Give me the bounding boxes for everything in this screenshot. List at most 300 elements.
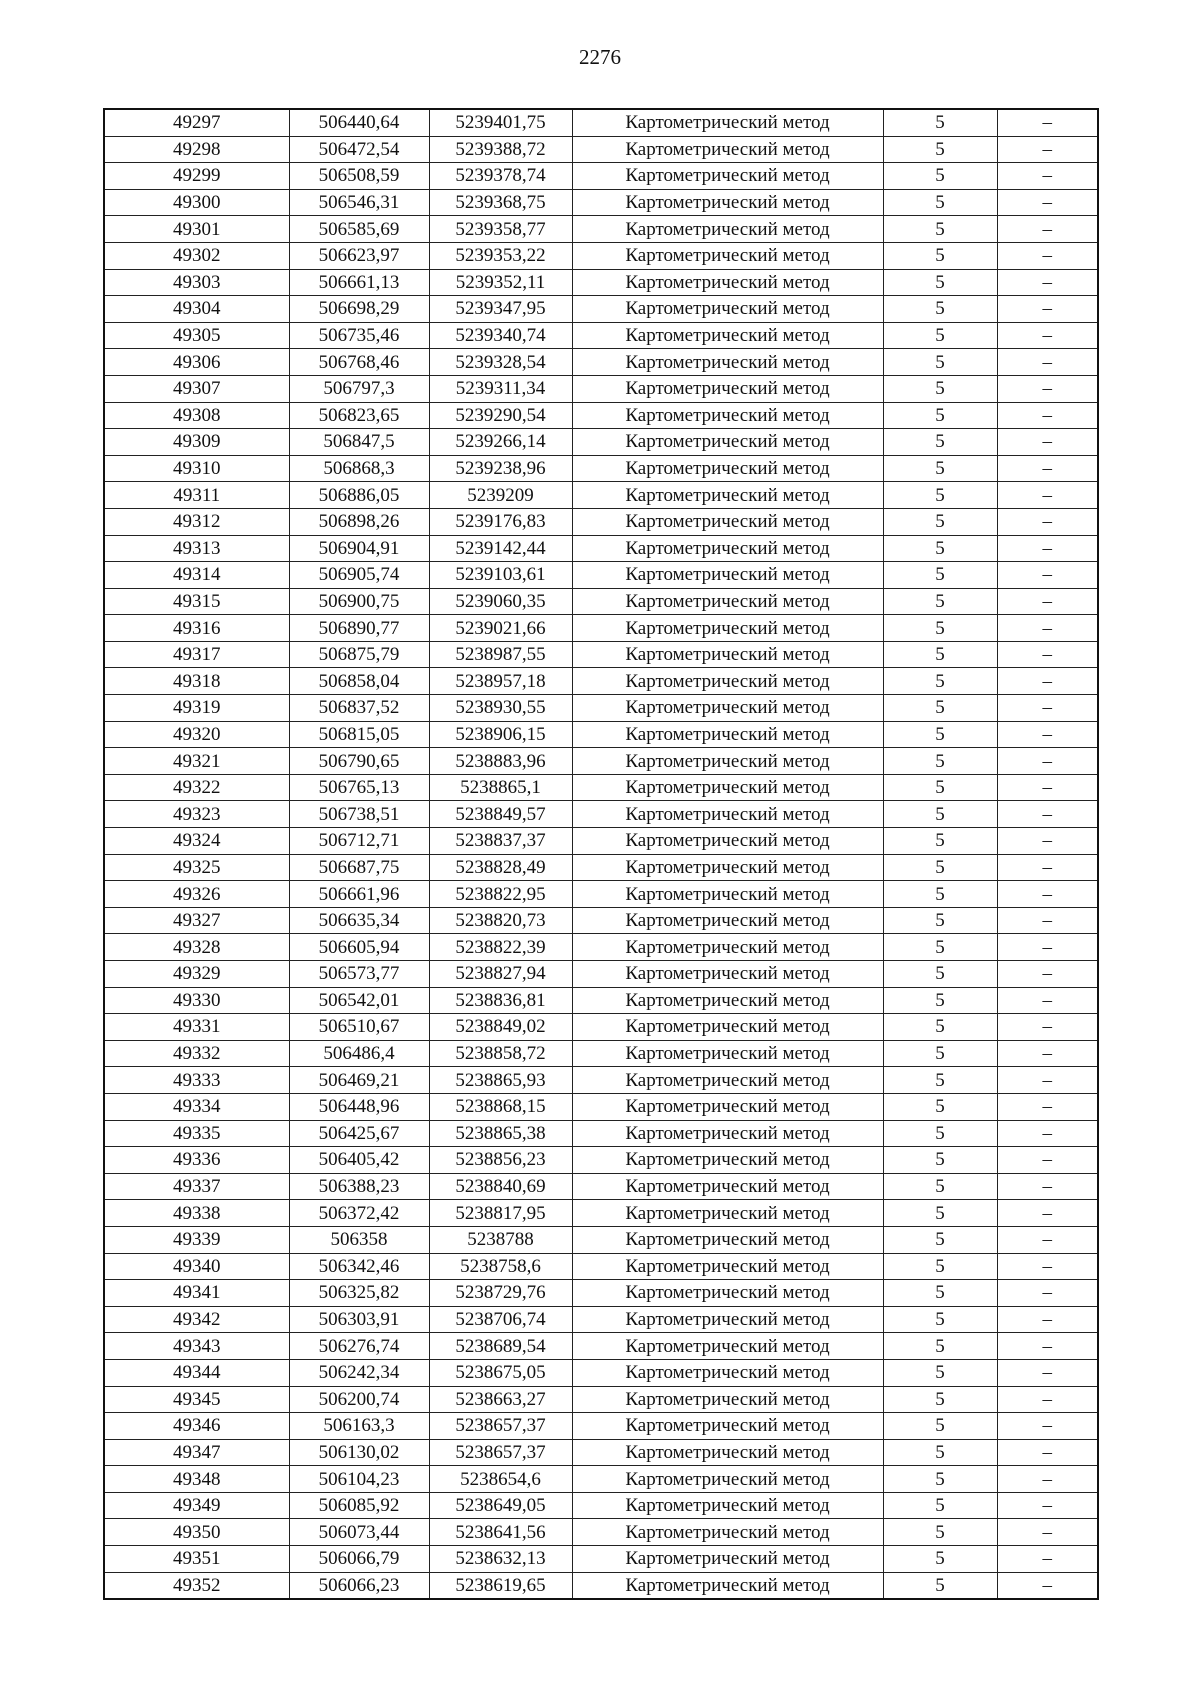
y-coordinate-cell: 5239368,75: [429, 189, 572, 216]
note-cell: –: [997, 1280, 1098, 1307]
y-coordinate-cell: 5238649,05: [429, 1492, 572, 1519]
y-coordinate-cell: 5238868,15: [429, 1093, 572, 1120]
note-cell: –: [997, 482, 1098, 509]
point-number-cell: 49323: [104, 801, 289, 828]
point-number-cell: 49318: [104, 668, 289, 695]
y-coordinate-cell: 5239353,22: [429, 242, 572, 269]
point-number-cell: 49297: [104, 109, 289, 136]
table-row: [104, 1147, 1098, 1174]
accuracy-cell: 5: [883, 269, 997, 296]
accuracy-cell: 5: [883, 1519, 997, 1546]
accuracy-cell: 5: [883, 1067, 997, 1094]
x-coordinate-cell: 506066,79: [289, 1546, 429, 1573]
x-coordinate-cell: 506605,94: [289, 934, 429, 961]
note-cell: –: [997, 1413, 1098, 1440]
accuracy-cell: 5: [883, 189, 997, 216]
method-cell: Картометрический метод: [572, 668, 883, 695]
point-number-cell: 49341: [104, 1280, 289, 1307]
table-row: [104, 402, 1098, 429]
y-coordinate-cell: 5239060,35: [429, 588, 572, 615]
accuracy-cell: 5: [883, 1040, 997, 1067]
x-coordinate-cell: 506163,3: [289, 1413, 429, 1440]
point-number-cell: 49311: [104, 482, 289, 509]
table-row: [104, 1067, 1098, 1094]
x-coordinate-cell: 506342,46: [289, 1253, 429, 1280]
accuracy-cell: 5: [883, 1413, 997, 1440]
note-cell: –: [997, 562, 1098, 589]
method-cell: Картометрический метод: [572, 1200, 883, 1227]
table-row: [104, 269, 1098, 296]
accuracy-cell: 5: [883, 508, 997, 535]
y-coordinate-cell: 5238836,81: [429, 987, 572, 1014]
y-coordinate-cell: 5238657,37: [429, 1413, 572, 1440]
y-coordinate-cell: 5239238,96: [429, 455, 572, 482]
accuracy-cell: 5: [883, 934, 997, 961]
x-coordinate-cell: 506790,65: [289, 748, 429, 775]
y-coordinate-cell: 5239378,74: [429, 163, 572, 190]
method-cell: Картометрический метод: [572, 1492, 883, 1519]
x-coordinate-cell: 506085,92: [289, 1492, 429, 1519]
x-coordinate-cell: 506768,46: [289, 349, 429, 376]
method-cell: Картометрический метод: [572, 1173, 883, 1200]
x-coordinate-cell: 506858,04: [289, 668, 429, 695]
accuracy-cell: 5: [883, 907, 997, 934]
y-coordinate-cell: 5238641,56: [429, 1519, 572, 1546]
point-number-cell: 49333: [104, 1067, 289, 1094]
accuracy-cell: 5: [883, 109, 997, 136]
method-cell: Картометрический метод: [572, 1439, 883, 1466]
note-cell: –: [997, 1200, 1098, 1227]
accuracy-cell: 5: [883, 1173, 997, 1200]
x-coordinate-cell: 506886,05: [289, 482, 429, 509]
point-number-cell: 49308: [104, 402, 289, 429]
method-cell: Картометрический метод: [572, 562, 883, 589]
method-cell: Картометрический метод: [572, 1014, 883, 1041]
table-row: [104, 1226, 1098, 1253]
point-number-cell: 49316: [104, 615, 289, 642]
note-cell: –: [997, 216, 1098, 243]
x-coordinate-cell: 506425,67: [289, 1120, 429, 1147]
point-number-cell: 49349: [104, 1492, 289, 1519]
x-coordinate-cell: 506687,75: [289, 854, 429, 881]
accuracy-cell: 5: [883, 1147, 997, 1174]
y-coordinate-cell: 5239176,83: [429, 508, 572, 535]
accuracy-cell: 5: [883, 1439, 997, 1466]
y-coordinate-cell: 5239021,66: [429, 615, 572, 642]
accuracy-cell: 5: [883, 695, 997, 722]
method-cell: Картометрический метод: [572, 1413, 883, 1440]
accuracy-cell: 5: [883, 1093, 997, 1120]
table-row: [104, 828, 1098, 855]
y-coordinate-cell: 5239401,75: [429, 109, 572, 136]
table-row: [104, 375, 1098, 402]
accuracy-cell: 5: [883, 1200, 997, 1227]
accuracy-cell: 5: [883, 1014, 997, 1041]
method-cell: Картометрический метод: [572, 163, 883, 190]
y-coordinate-cell: 5238729,76: [429, 1280, 572, 1307]
method-cell: Картометрический метод: [572, 1386, 883, 1413]
note-cell: –: [997, 1014, 1098, 1041]
note-cell: –: [997, 588, 1098, 615]
point-number-cell: 49334: [104, 1093, 289, 1120]
method-cell: Картометрический метод: [572, 1546, 883, 1573]
accuracy-cell: 5: [883, 1359, 997, 1386]
x-coordinate-cell: 506200,74: [289, 1386, 429, 1413]
x-coordinate-cell: 506585,69: [289, 216, 429, 243]
note-cell: –: [997, 1226, 1098, 1253]
x-coordinate-cell: 506472,54: [289, 136, 429, 163]
note-cell: –: [997, 748, 1098, 775]
table-row: [104, 721, 1098, 748]
x-coordinate-cell: 506847,5: [289, 429, 429, 456]
x-coordinate-cell: 506542,01: [289, 987, 429, 1014]
accuracy-cell: 5: [883, 774, 997, 801]
y-coordinate-cell: 5238865,93: [429, 1067, 572, 1094]
table-row: [104, 508, 1098, 535]
table-row: [104, 907, 1098, 934]
table-row: [104, 1386, 1098, 1413]
note-cell: –: [997, 1120, 1098, 1147]
accuracy-cell: 5: [883, 828, 997, 855]
x-coordinate-cell: 506546,31: [289, 189, 429, 216]
x-coordinate-cell: 506661,96: [289, 881, 429, 908]
point-number-cell: 49300: [104, 189, 289, 216]
table-row: [104, 216, 1098, 243]
point-number-cell: 49331: [104, 1014, 289, 1041]
note-cell: –: [997, 907, 1098, 934]
method-cell: Картометрический метод: [572, 1226, 883, 1253]
x-coordinate-cell: 506486,4: [289, 1040, 429, 1067]
table-row: [104, 934, 1098, 961]
point-number-cell: 49307: [104, 375, 289, 402]
table-row: [104, 1439, 1098, 1466]
accuracy-cell: 5: [883, 615, 997, 642]
accuracy-cell: 5: [883, 1546, 997, 1573]
y-coordinate-cell: 5238957,18: [429, 668, 572, 695]
x-coordinate-cell: 506130,02: [289, 1439, 429, 1466]
note-cell: –: [997, 881, 1098, 908]
table-row: [104, 1173, 1098, 1200]
x-coordinate-cell: 506469,21: [289, 1067, 429, 1094]
table-row: [104, 109, 1098, 136]
x-coordinate-cell: 506358: [289, 1226, 429, 1253]
x-coordinate-cell: 506823,65: [289, 402, 429, 429]
point-number-cell: 49345: [104, 1386, 289, 1413]
point-number-cell: 49298: [104, 136, 289, 163]
x-coordinate-cell: 506242,34: [289, 1359, 429, 1386]
table-row: [104, 1280, 1098, 1307]
page-number: 2276: [579, 45, 621, 69]
method-cell: Картометрический метод: [572, 455, 883, 482]
point-number-cell: 49310: [104, 455, 289, 482]
y-coordinate-cell: 5239352,11: [429, 269, 572, 296]
table-row: [104, 1359, 1098, 1386]
y-coordinate-cell: 5238619,65: [429, 1572, 572, 1599]
note-cell: –: [997, 1253, 1098, 1280]
y-coordinate-cell: 5239311,34: [429, 375, 572, 402]
y-coordinate-cell: 5238675,05: [429, 1359, 572, 1386]
method-cell: Картометрический метод: [572, 801, 883, 828]
point-number-cell: 49330: [104, 987, 289, 1014]
table-row: [104, 881, 1098, 908]
table-row: [104, 189, 1098, 216]
point-number-cell: 49313: [104, 535, 289, 562]
x-coordinate-cell: 506765,13: [289, 774, 429, 801]
method-cell: Картометрический метод: [572, 482, 883, 509]
method-cell: Картометрический метод: [572, 216, 883, 243]
x-coordinate-cell: 506325,82: [289, 1280, 429, 1307]
note-cell: –: [997, 163, 1098, 190]
note-cell: –: [997, 1546, 1098, 1573]
point-number-cell: 49309: [104, 429, 289, 456]
method-cell: Картометрический метод: [572, 349, 883, 376]
point-number-cell: 49319: [104, 695, 289, 722]
method-cell: Картометрический метод: [572, 1280, 883, 1307]
method-cell: Картометрический метод: [572, 881, 883, 908]
y-coordinate-cell: 5239358,77: [429, 216, 572, 243]
point-number-cell: 49304: [104, 296, 289, 323]
note-cell: –: [997, 695, 1098, 722]
table-row: [104, 136, 1098, 163]
point-number-cell: 49314: [104, 562, 289, 589]
table-row: [104, 1413, 1098, 1440]
method-cell: Картометрический метод: [572, 429, 883, 456]
method-cell: Картометрический метод: [572, 136, 883, 163]
point-number-cell: 49338: [104, 1200, 289, 1227]
table-row: [104, 1333, 1098, 1360]
table-row: [104, 1014, 1098, 1041]
table-row: [104, 668, 1098, 695]
table-row: [104, 774, 1098, 801]
accuracy-cell: 5: [883, 1386, 997, 1413]
note-cell: –: [997, 535, 1098, 562]
point-number-cell: 49340: [104, 1253, 289, 1280]
y-coordinate-cell: 5238663,27: [429, 1386, 572, 1413]
point-number-cell: 49322: [104, 774, 289, 801]
note-cell: –: [997, 854, 1098, 881]
y-coordinate-cell: 5238865,38: [429, 1120, 572, 1147]
method-cell: Картометрический метод: [572, 1333, 883, 1360]
point-number-cell: 49321: [104, 748, 289, 775]
note-cell: –: [997, 1519, 1098, 1546]
y-coordinate-cell: 5238858,72: [429, 1040, 572, 1067]
y-coordinate-cell: 5238828,49: [429, 854, 572, 881]
accuracy-cell: 5: [883, 1306, 997, 1333]
table-row: [104, 748, 1098, 775]
method-cell: Картометрический метод: [572, 375, 883, 402]
note-cell: –: [997, 322, 1098, 349]
note-cell: –: [997, 296, 1098, 323]
y-coordinate-cell: 5239266,14: [429, 429, 572, 456]
method-cell: Картометрический метод: [572, 641, 883, 668]
x-coordinate-cell: 506104,23: [289, 1466, 429, 1493]
point-number-cell: 49325: [104, 854, 289, 881]
y-coordinate-cell: 5238817,95: [429, 1200, 572, 1227]
note-cell: –: [997, 1040, 1098, 1067]
accuracy-cell: 5: [883, 588, 997, 615]
accuracy-cell: 5: [883, 296, 997, 323]
point-number-cell: 49348: [104, 1466, 289, 1493]
point-number-cell: 49352: [104, 1572, 289, 1599]
x-coordinate-cell: 506510,67: [289, 1014, 429, 1041]
x-coordinate-cell: 506635,34: [289, 907, 429, 934]
method-cell: Картометрический метод: [572, 774, 883, 801]
note-cell: –: [997, 1093, 1098, 1120]
y-coordinate-cell: 5238632,13: [429, 1546, 572, 1573]
method-cell: Картометрический метод: [572, 1253, 883, 1280]
method-cell: Картометрический метод: [572, 1067, 883, 1094]
method-cell: Картометрический метод: [572, 854, 883, 881]
table-row: [104, 961, 1098, 988]
x-coordinate-cell: 506875,79: [289, 641, 429, 668]
x-coordinate-cell: 506508,59: [289, 163, 429, 190]
accuracy-cell: 5: [883, 854, 997, 881]
coordinates-table: [103, 108, 1099, 1600]
table-row: [104, 1093, 1098, 1120]
note-cell: –: [997, 961, 1098, 988]
x-coordinate-cell: 506797,3: [289, 375, 429, 402]
accuracy-cell: 5: [883, 322, 997, 349]
table-row: [104, 1040, 1098, 1067]
point-number-cell: 49337: [104, 1173, 289, 1200]
y-coordinate-cell: 5238883,96: [429, 748, 572, 775]
note-cell: –: [997, 615, 1098, 642]
point-number-cell: 49315: [104, 588, 289, 615]
method-cell: Картометрический метод: [572, 242, 883, 269]
note-cell: –: [997, 269, 1098, 296]
y-coordinate-cell: 5239103,61: [429, 562, 572, 589]
accuracy-cell: 5: [883, 429, 997, 456]
table-row: [104, 1120, 1098, 1147]
note-cell: –: [997, 455, 1098, 482]
method-cell: Картометрический метод: [572, 535, 883, 562]
y-coordinate-cell: 5239388,72: [429, 136, 572, 163]
point-number-cell: 49335: [104, 1120, 289, 1147]
table-row: [104, 562, 1098, 589]
y-coordinate-cell: 5239328,54: [429, 349, 572, 376]
y-coordinate-cell: 5238689,54: [429, 1333, 572, 1360]
point-number-cell: 49336: [104, 1147, 289, 1174]
table-row: [104, 1519, 1098, 1546]
point-number-cell: 49301: [104, 216, 289, 243]
y-coordinate-cell: 5238657,37: [429, 1439, 572, 1466]
method-cell: Картометрический метод: [572, 269, 883, 296]
y-coordinate-cell: 5238820,73: [429, 907, 572, 934]
table-row: [104, 695, 1098, 722]
method-cell: Картометрический метод: [572, 615, 883, 642]
note-cell: –: [997, 1147, 1098, 1174]
method-cell: Картометрический метод: [572, 1359, 883, 1386]
method-cell: Картометрический метод: [572, 1120, 883, 1147]
method-cell: Картометрический метод: [572, 508, 883, 535]
point-number-cell: 49320: [104, 721, 289, 748]
point-number-cell: 49328: [104, 934, 289, 961]
note-cell: –: [997, 828, 1098, 855]
y-coordinate-cell: 5238865,1: [429, 774, 572, 801]
point-number-cell: 49342: [104, 1306, 289, 1333]
method-cell: Картометрический метод: [572, 1147, 883, 1174]
accuracy-cell: 5: [883, 881, 997, 908]
point-number-cell: 49339: [104, 1226, 289, 1253]
y-coordinate-cell: 5238849,02: [429, 1014, 572, 1041]
y-coordinate-cell: 5239347,95: [429, 296, 572, 323]
method-cell: Картометрический метод: [572, 189, 883, 216]
note-cell: –: [997, 429, 1098, 456]
accuracy-cell: 5: [883, 375, 997, 402]
y-coordinate-cell: 5238987,55: [429, 641, 572, 668]
x-coordinate-cell: 506890,77: [289, 615, 429, 642]
table-row: [104, 1572, 1098, 1599]
x-coordinate-cell: 506698,29: [289, 296, 429, 323]
accuracy-cell: 5: [883, 641, 997, 668]
y-coordinate-cell: 5239340,74: [429, 322, 572, 349]
table-row: [104, 1466, 1098, 1493]
note-cell: –: [997, 109, 1098, 136]
y-coordinate-cell: 5239209: [429, 482, 572, 509]
method-cell: Картометрический метод: [572, 1519, 883, 1546]
note-cell: –: [997, 774, 1098, 801]
method-cell: Картометрический метод: [572, 748, 883, 775]
point-number-cell: 49327: [104, 907, 289, 934]
point-number-cell: 49329: [104, 961, 289, 988]
y-coordinate-cell: 5238706,74: [429, 1306, 572, 1333]
y-coordinate-cell: 5239290,54: [429, 402, 572, 429]
method-cell: Картометрический метод: [572, 934, 883, 961]
y-coordinate-cell: 5239142,44: [429, 535, 572, 562]
x-coordinate-cell: 506276,74: [289, 1333, 429, 1360]
method-cell: Картометрический метод: [572, 402, 883, 429]
y-coordinate-cell: 5238822,39: [429, 934, 572, 961]
note-cell: –: [997, 801, 1098, 828]
note-cell: –: [997, 136, 1098, 163]
x-coordinate-cell: 506066,23: [289, 1572, 429, 1599]
note-cell: –: [997, 668, 1098, 695]
note-cell: –: [997, 375, 1098, 402]
point-number-cell: 49305: [104, 322, 289, 349]
point-number-cell: 49302: [104, 242, 289, 269]
note-cell: –: [997, 242, 1098, 269]
accuracy-cell: 5: [883, 402, 997, 429]
x-coordinate-cell: 506440,64: [289, 109, 429, 136]
x-coordinate-cell: 506388,23: [289, 1173, 429, 1200]
x-coordinate-cell: 506073,44: [289, 1519, 429, 1546]
table-row: [104, 1253, 1098, 1280]
method-cell: Картометрический метод: [572, 109, 883, 136]
accuracy-cell: 5: [883, 482, 997, 509]
x-coordinate-cell: 506712,71: [289, 828, 429, 855]
y-coordinate-cell: 5238827,94: [429, 961, 572, 988]
table-row: [104, 854, 1098, 881]
accuracy-cell: 5: [883, 721, 997, 748]
x-coordinate-cell: 506905,74: [289, 562, 429, 589]
note-cell: –: [997, 934, 1098, 961]
x-coordinate-cell: 506815,05: [289, 721, 429, 748]
accuracy-cell: 5: [883, 216, 997, 243]
x-coordinate-cell: 506573,77: [289, 961, 429, 988]
y-coordinate-cell: 5238788: [429, 1226, 572, 1253]
method-cell: Картометрический метод: [572, 987, 883, 1014]
x-coordinate-cell: 506303,91: [289, 1306, 429, 1333]
point-number-cell: 49343: [104, 1333, 289, 1360]
method-cell: Картометрический метод: [572, 588, 883, 615]
note-cell: –: [997, 1306, 1098, 1333]
point-number-cell: 49344: [104, 1359, 289, 1386]
y-coordinate-cell: 5238758,6: [429, 1253, 572, 1280]
table-row: [104, 1546, 1098, 1573]
table-row: [104, 1200, 1098, 1227]
table-row: [104, 429, 1098, 456]
accuracy-cell: 5: [883, 1253, 997, 1280]
